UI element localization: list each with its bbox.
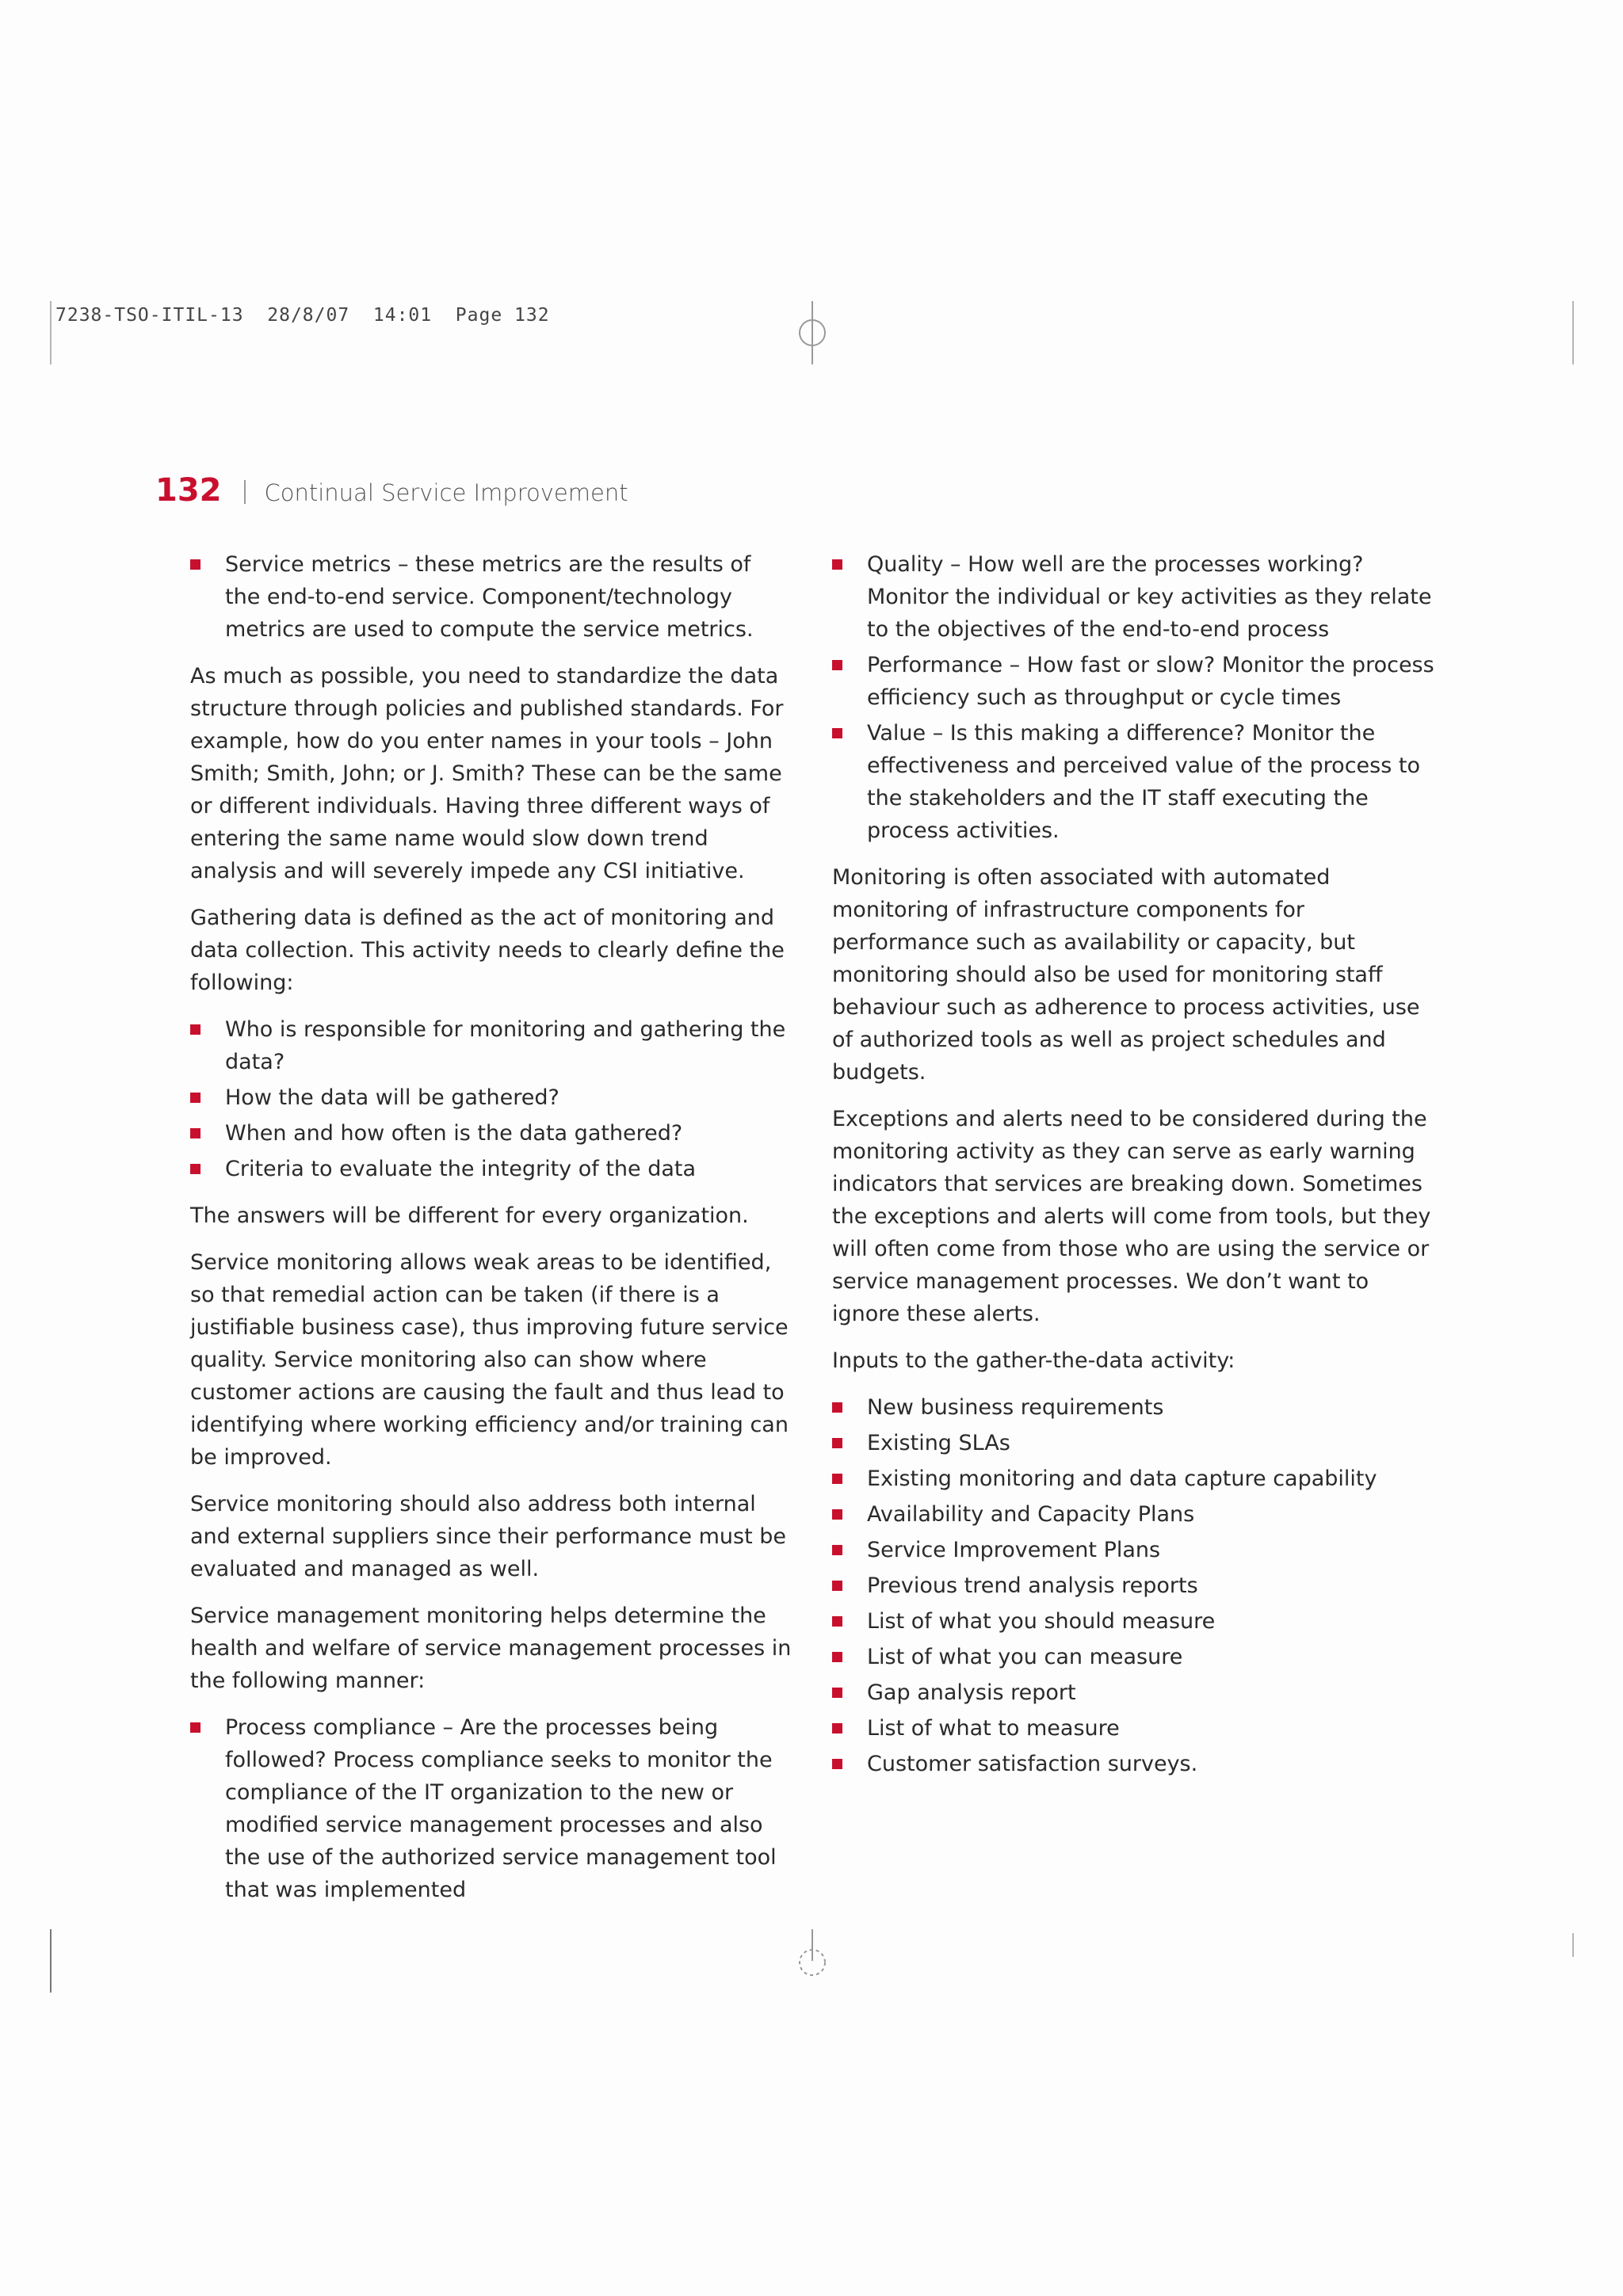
list-item: Previous trend analysis reports	[832, 1569, 1434, 1602]
paragraph-suppliers: Service monitoring should also address both internal and external suppliers since their performance must be evaluated and managed as well.	[190, 1492, 786, 1581]
list-item: List of what you should measure	[832, 1605, 1434, 1638]
right-column	[832, 548, 1434, 1794]
paragraph-health: Service management monitoring helps determine the health and welfare of service management processes in the following manner:	[190, 1604, 792, 1693]
list-item: Value – Is this making a difference? Monitor the effectiveness and perceived value of the process to the stakeholders and the IT staff executing the process activities.	[832, 717, 1434, 847]
crop-mark-bottom-right	[1572, 1933, 1574, 1957]
list-item: Customer satisfaction surveys.	[832, 1748, 1434, 1780]
metrics-bullet-list	[190, 548, 792, 646]
list-item: Existing monitoring and data capture capability	[832, 1463, 1434, 1495]
crop-mark-top-right	[1572, 301, 1574, 364]
paragraph-service-monitoring: Service monitoring allows weak areas to be identified, so that remedial action can be taken (if there is a justifiable business case), thus improving future service quality. Service monitoring also can show where customer actions are causing the fault and thus lead to identifying where working efficiency and/or training can be improved.	[190, 1250, 789, 1470]
printer-slug: 7238-TSO-ITIL-13 28/8/07 14:01 Page 132	[55, 305, 550, 326]
list-item: Gap analysis report	[832, 1676, 1434, 1709]
crop-mark-bottom-left	[50, 1929, 52, 1993]
page-number: 132	[155, 472, 222, 509]
paragraph-inputs: Inputs to the gather-the-data activity:	[832, 1348, 1235, 1373]
list-item: List of what you can measure	[832, 1641, 1434, 1673]
list-item: Performance – How fast or slow? Monitor the process efficiency such as throughput or cycle times	[832, 649, 1434, 714]
quality-list	[832, 548, 1434, 847]
paragraph-monitoring: Monitoring is often associated with automated monitoring of infrastructure components for performance such as availability or capacity, but monitoring should also be used for monitoring staff behaviour such as adherence to process activities, use of authorized tools as well as project schedules and budgets.	[832, 865, 1420, 1085]
list-item: New business requirements	[832, 1391, 1434, 1424]
running-head	[155, 472, 628, 512]
paragraph-answers: The answers will be different for every organization.	[190, 1203, 749, 1228]
list-item: How the data will be gathered?	[190, 1081, 792, 1114]
paragraph-gathering: Gathering data is defined as the act of monitoring and data collection. This activity needs to clearly define the following:	[190, 906, 785, 995]
list-item: Process compliance – Are the processes being followed? Process compliance seeks to monitor the compliance of the IT organization to the new or modified service management processes and also the use of the authorized service management tool that was implemented	[190, 1711, 792, 1906]
paragraph-exceptions: Exceptions and alerts need to be considered during the monitoring activity as they can serve as early warning indicators that services are breaking down. Sometimes the exceptions and alerts will come from tools, but they will often come from those who are using the service or service management processes. We don’t want to ignore these alerts.	[832, 1107, 1431, 1326]
header-divider	[244, 480, 246, 504]
list-item: Criteria to evaluate the integrity of the data	[190, 1153, 792, 1185]
inputs-list	[832, 1391, 1434, 1780]
left-column	[190, 548, 792, 1920]
chapter-title: Continual Service Improvement	[264, 479, 628, 506]
list-item: Availability and Capacity Plans	[832, 1498, 1434, 1531]
crop-mark-top-left	[50, 301, 52, 364]
list-item: Who is responsible for monitoring and gathering the data?	[190, 1013, 792, 1078]
list-item: Service Improvement Plans	[832, 1534, 1434, 1566]
list-item: Quality – How well are the processes working? Monitor the individual or key activities as they relate to the objectives of the end-to-end process	[832, 548, 1434, 646]
registration-mark-bottom	[792, 1929, 832, 1985]
list-item: List of what to measure	[832, 1712, 1434, 1745]
list-item: Existing SLAs	[832, 1427, 1434, 1459]
compliance-bullet-list	[190, 1711, 792, 1906]
paragraph-standardize: As much as possible, you need to standardize the data structure through policies and published standards. For example, how do you enter names in your tools – John Smith; Smith, John; or J. Smith? These can be the same or different individuals. Having three different ways of entering the same name would slow down trend analysis and will severely impede any CSI initiative.	[190, 664, 784, 883]
registration-mark-top	[792, 301, 832, 364]
gather-list	[190, 1013, 792, 1185]
list-item: When and how often is the data gathered?	[190, 1117, 792, 1150]
list-item: Service metrics – these metrics are the results of the end-to-end service. Component/technology metrics are used to compute the service metrics.	[190, 548, 792, 646]
